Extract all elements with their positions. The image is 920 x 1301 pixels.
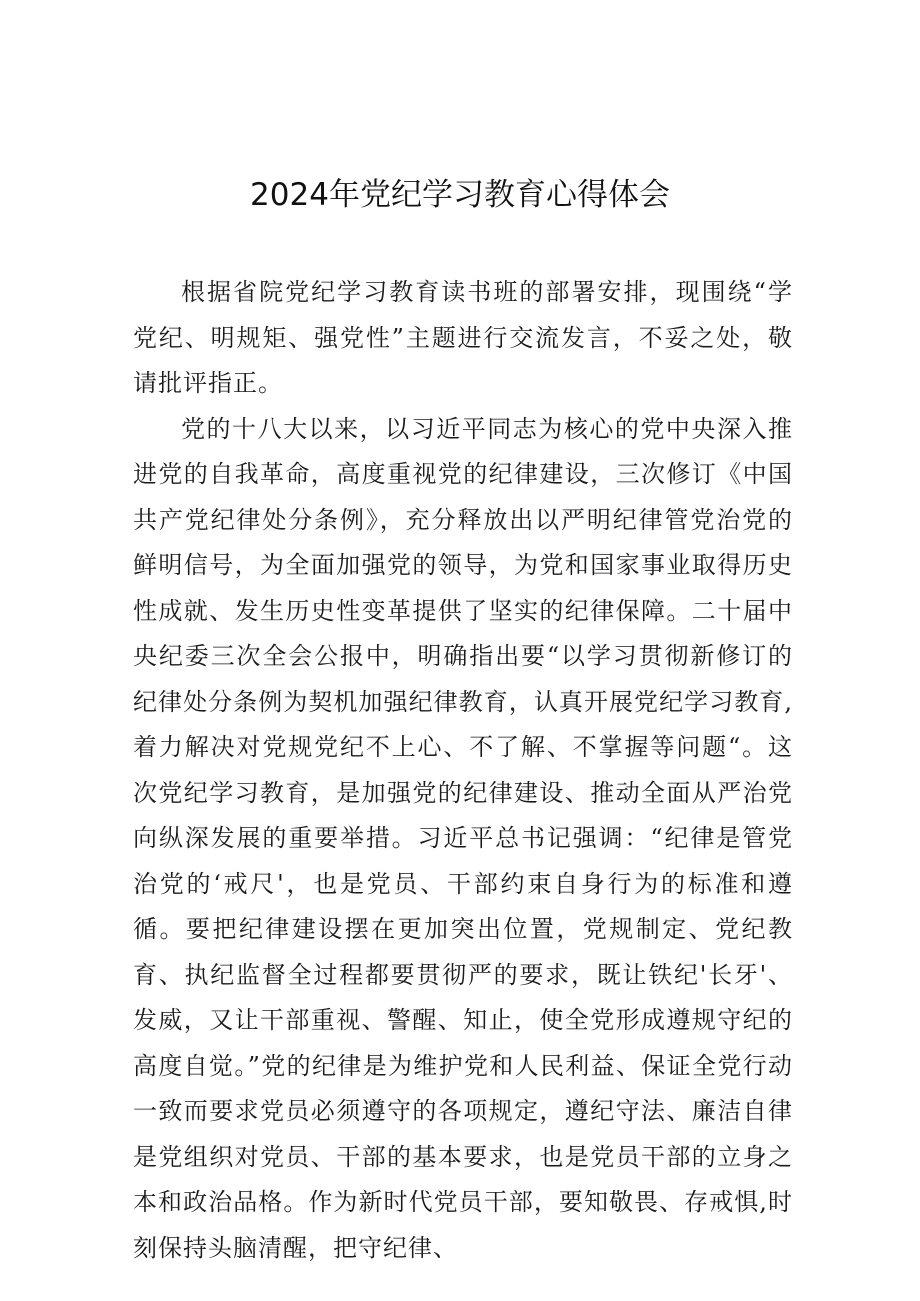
document-body xyxy=(133,270,793,1271)
paragraph-intro: 根据省院党纪学习教育读书班的部署安排，现围绕“学党纪、明规矩、强党性”主题进行交流发言，不妥之处，敬请批评指正。 xyxy=(133,278,793,397)
document-title: 2024年党纪学习教育心得体会 xyxy=(250,177,670,213)
paragraph-discipline: 党的十八大以来，以习近平同志为核心的党中央深入推进党的自我革命，高度重视党的纪律建设，三次修订《中国共产党纪律处分条例》，充分释放出以严明纪律管党治党的鲜明信号，为全面加强党的领导，为党和国家事业取得历史性成就、发生历史性变革提供了坚实的纪律保障。二十届中央纪委三次全会公报中，明确指出要“以学习贯彻新修订的纪律处分条例为契机加强纪律教育，认真开展党纪学习教育,着力解决对党规党纪不上心、不了解、不掌握等问题“。这次党纪学习教育，是加强党的纪律建设、推动全面从严治党向纵深发展的重要举措。习近平总书记强调：“纪律是管党治党的‘戒尺'，也是党员、干部约束自身行为的标准和遵循。要把纪律建设摆在更加突出位置，党规制定、党纪教育、执纪监督全过程都要贯彻严的要求，既让铁纪'长牙'、发威，又让干部重视、警醒、知止，使全党形成遵规守纪的高度自觉。”党的纪律是为维护党和人民利益、保证全党行动一致而要求党员必须遵守的各项规定，遵纪守法、廉洁自律是党组织对党员、干部的基本要求，也是党员干部的立身之本和政治品格。作为新时代党员干部，要知敬畏、存戒惧,时刻保持头脑清醒，把守纪律、 xyxy=(133,414,793,1262)
